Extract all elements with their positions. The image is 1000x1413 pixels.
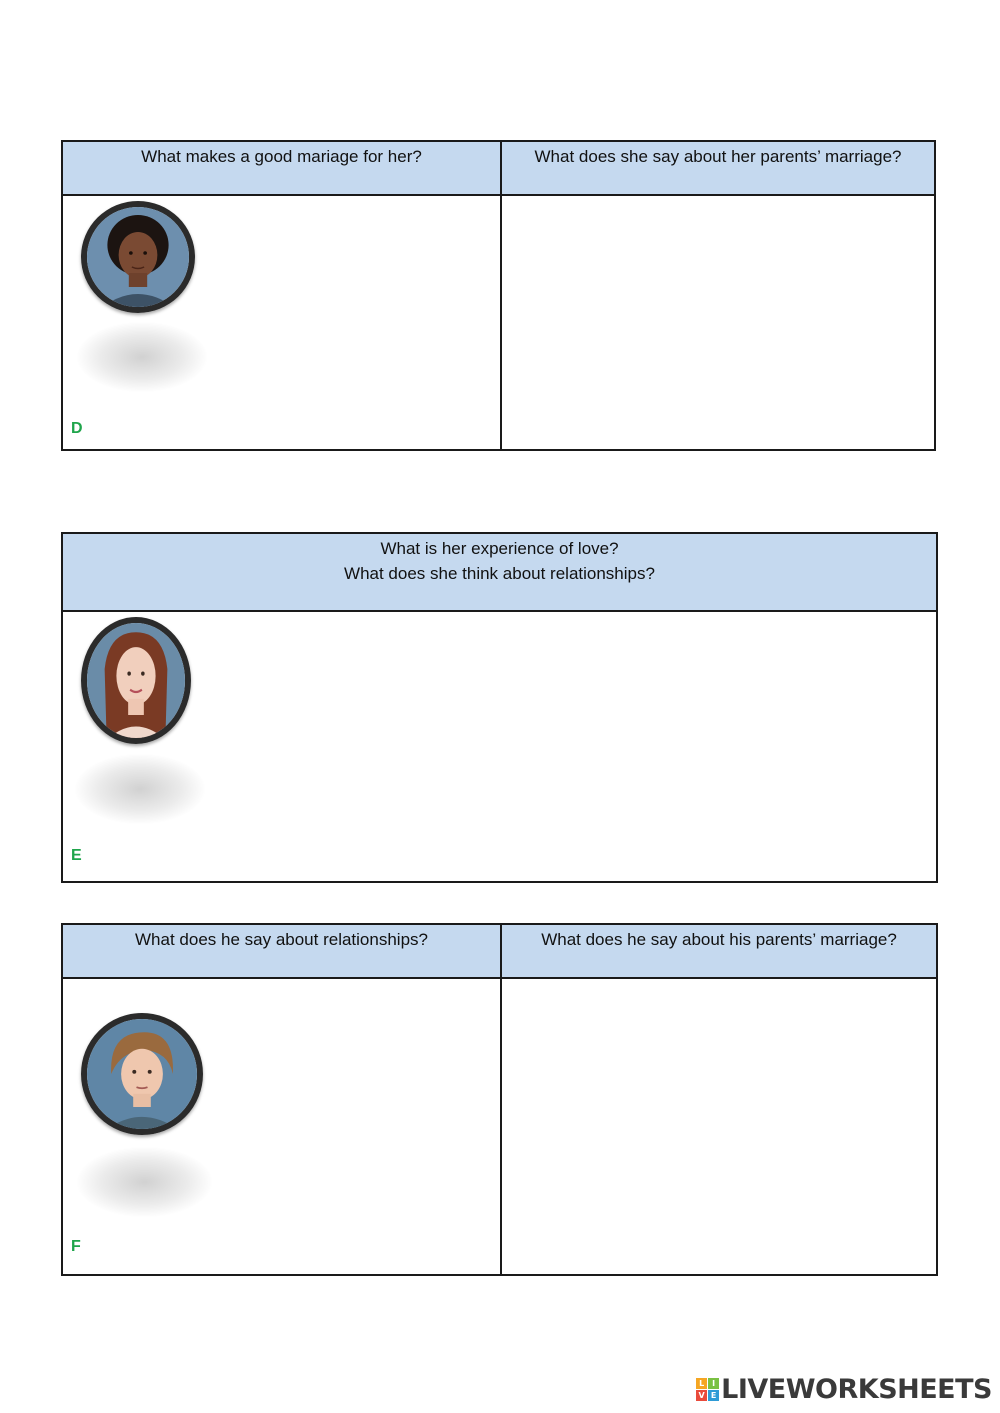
column-header-parents-marriage: What does she say about her parents’ marriage? — [534, 147, 902, 166]
column-divider — [500, 925, 502, 1274]
table-header-row — [63, 142, 934, 196]
table-header-row — [63, 534, 936, 612]
girl-portrait-icon — [81, 617, 191, 744]
question-table-e — [61, 532, 938, 883]
logo-mark-tile: E — [708, 1390, 719, 1401]
liveworksheets-wordmark: LIVEWORKSHEETS — [721, 1374, 992, 1405]
logo-mark-tile: V — [696, 1390, 707, 1401]
question-table-f — [61, 923, 938, 1276]
portrait-shadow — [75, 754, 205, 824]
column-header-parents-marriage: What does he say about his parents’ marriage? — [541, 930, 897, 949]
liveworksheets-logo-mark — [696, 1378, 719, 1401]
header-experience-of-love — [63, 534, 936, 610]
logo-mark-tile: L — [696, 1378, 707, 1389]
column-header-good-marriage: What makes a good mariage for her? — [141, 147, 422, 166]
header-line-2: What does she think about relationships? — [344, 564, 655, 583]
girl-portrait-icon — [81, 201, 195, 313]
portrait-shadow — [77, 1147, 212, 1217]
liveworksheets-logo — [696, 1374, 992, 1405]
speaker-letter: F — [71, 1238, 81, 1255]
column-divider — [500, 142, 502, 449]
question-table-d — [61, 140, 936, 451]
column-header-relationships: What does he say about relationships? — [135, 930, 428, 949]
speaker-letter: E — [71, 847, 82, 864]
speaker-letter: D — [71, 420, 83, 437]
boy-portrait-icon — [81, 1013, 203, 1135]
header-line-1: What is her experience of love? — [380, 539, 619, 558]
portrait-shadow — [77, 322, 207, 392]
logo-mark-tile: I — [708, 1378, 719, 1389]
